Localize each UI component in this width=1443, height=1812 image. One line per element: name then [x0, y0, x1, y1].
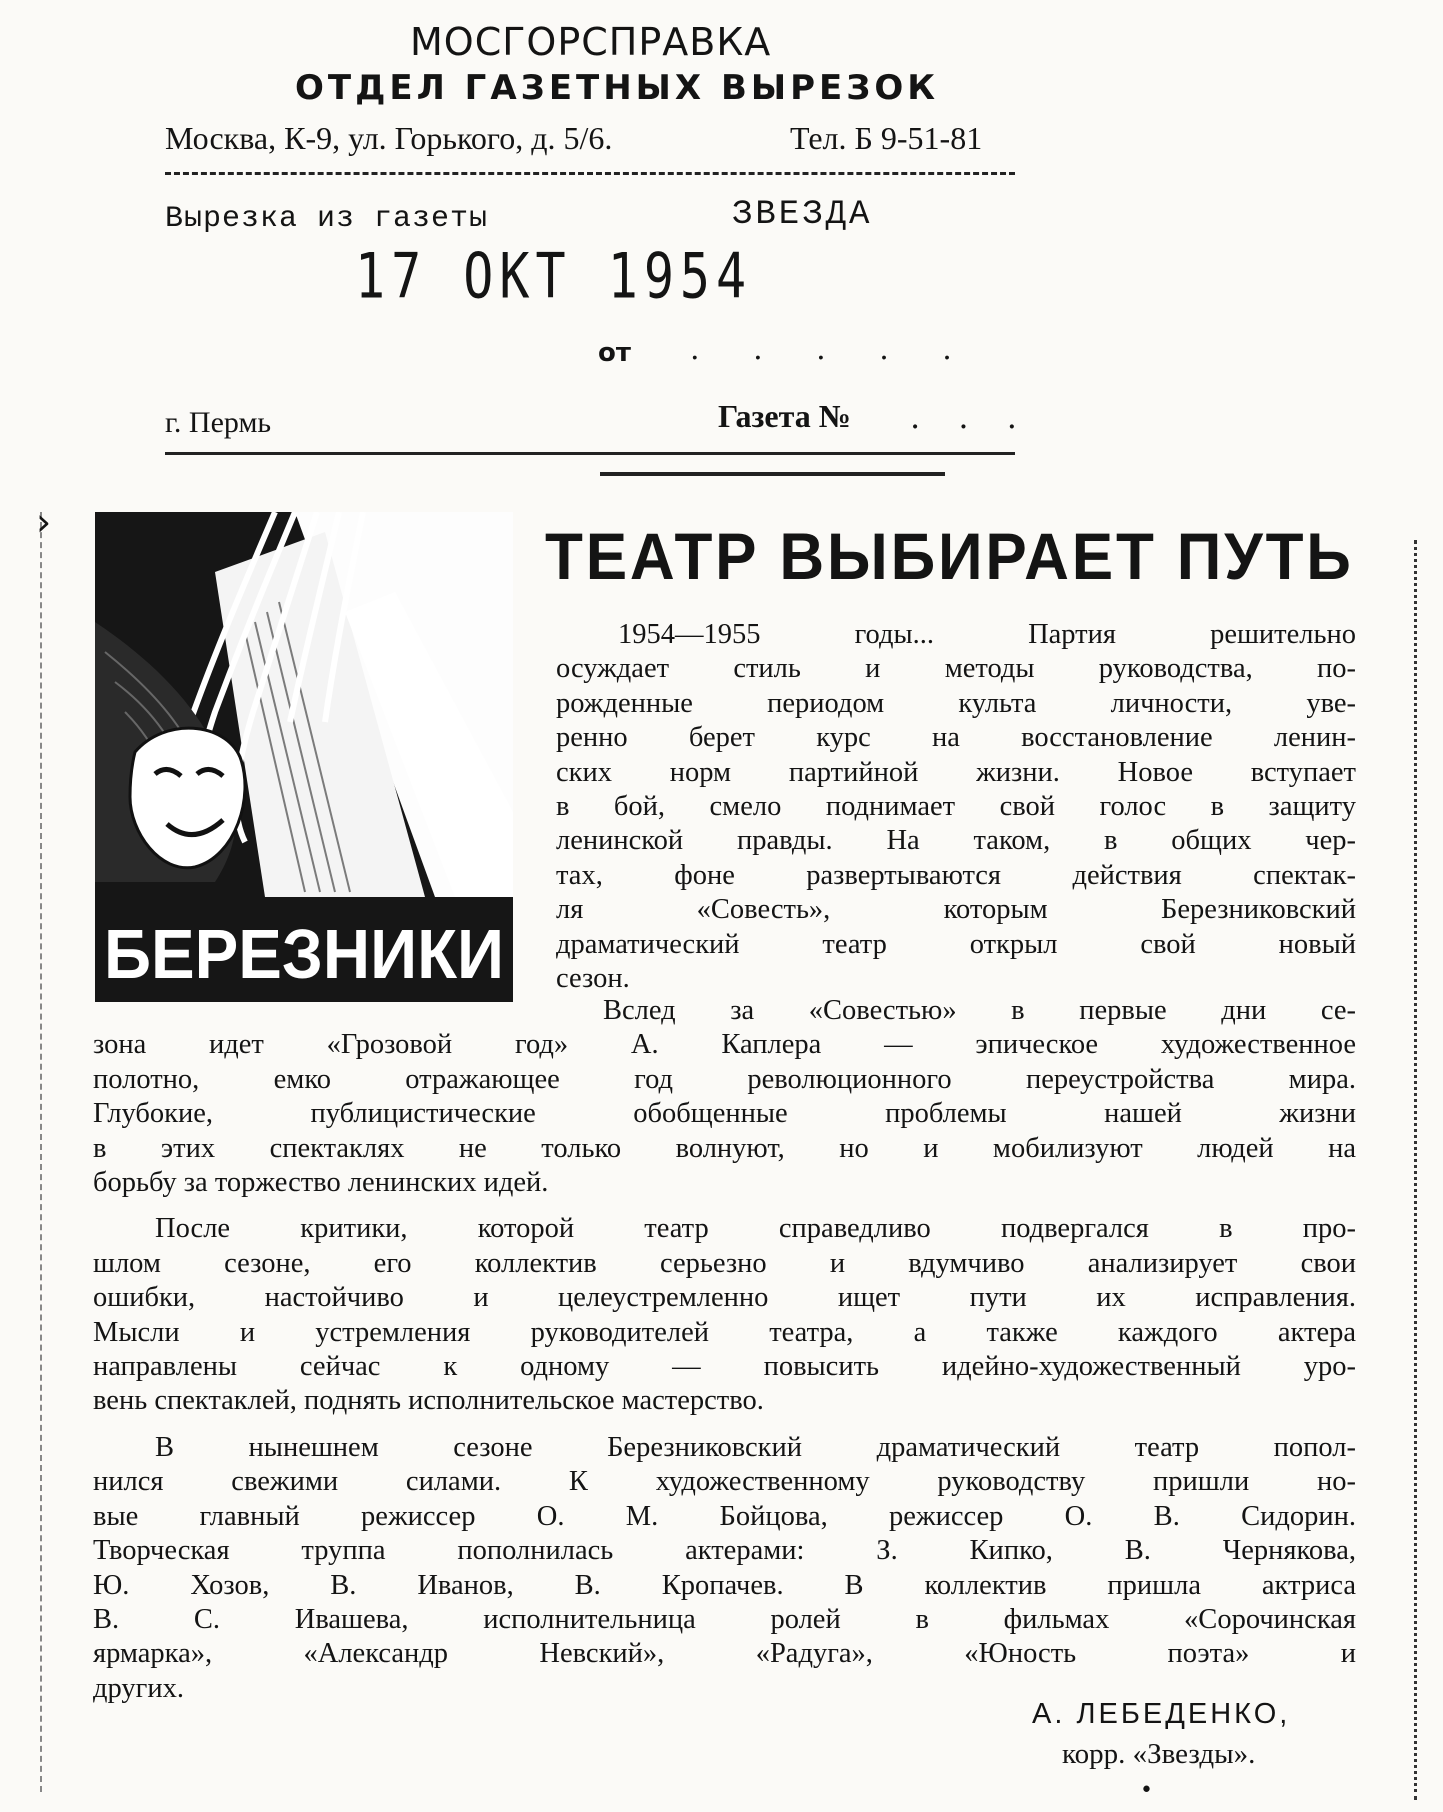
theatre-mask-curtain-icon	[95, 512, 513, 1002]
from-label: от	[598, 338, 631, 368]
city-label: г. Пермь	[165, 406, 272, 439]
article-line: ренно берет курс на восстановление ленин-	[556, 722, 1356, 754]
logo-text: БЕРЕЗНИКИ	[104, 915, 504, 993]
bottom-mark: •	[1140, 1778, 1153, 1803]
article-line: Творческая труппа пополнилась актерами: З. Кипко, В. Чернякова,	[93, 1535, 1356, 1567]
clipping-left-edge	[40, 512, 42, 1792]
author-role: корр. «Звезды».	[1062, 1738, 1256, 1770]
newspaper-name: ЗВЕЗДА	[732, 196, 873, 234]
paragraph-2	[93, 994, 1356, 1200]
article-line: полотно, емко отражающее год революционного переустройства мира.	[93, 1063, 1356, 1095]
article-line: Мысли и устремления руководителей театра, а также каждого актера	[93, 1316, 1356, 1348]
article-line: вень спектаклей, поднять исполнительское мастерство.	[93, 1385, 764, 1417]
article-line: вые главный режиссер О. М. Бойцова, режиссер О. В. Сидорин.	[93, 1500, 1356, 1532]
article-line: ошибки, настойчиво и целеустремленно ищет пути их исправления.	[93, 1282, 1356, 1314]
article-line: 1954—1955 годы... Партия решительно	[618, 619, 1356, 650]
article-line: В. С. Ивашева, исполнительница ролей в фильмах «Сорочинская	[93, 1603, 1356, 1635]
issue-label: Газета №	[718, 398, 851, 434]
agency-name: МОСГОРСПРАВКА	[410, 20, 772, 64]
article-line: рожденные периодом культа личности, уве-	[556, 687, 1356, 719]
author-name: А. ЛЕБЕДЕНКО,	[1032, 1698, 1291, 1730]
article-line: направлены сейчас к одному — повысить идейно-художественный уро-	[93, 1351, 1356, 1383]
article-line: осуждает стиль и методы руководства, по-	[556, 653, 1356, 685]
article-line: нился свежими силами. К художественному руководству пришли но-	[93, 1466, 1356, 1498]
article-line: других.	[93, 1672, 184, 1704]
article-line: драматический театр открыл свой новый	[556, 928, 1356, 960]
slip-short-rule	[600, 472, 945, 476]
article-line: В нынешнем сезоне Березниковский драматический театр попол-	[155, 1431, 1356, 1463]
clipping-right-edge	[1414, 540, 1417, 1800]
article-headline: ТЕАТР ВЫБИРАЕТ ПУТЬ	[545, 519, 1354, 593]
agency-phone: Тел. Б 9-51-81	[790, 120, 983, 156]
article-line: ленинской правды. На таком, в общих чер-	[556, 825, 1356, 857]
slip-bottom-rule	[165, 452, 1015, 455]
department-name: ОТДЕЛ ГАЗЕТНЫХ ВЫРЕЗОК	[295, 68, 940, 108]
paragraph-gap	[93, 1200, 1356, 1212]
paragraph-gap	[93, 1419, 1356, 1431]
from-blank: . . . . .	[690, 332, 974, 367]
article-line: борьбу за торжество ленинских идей.	[93, 1167, 549, 1199]
article-line: шлом сезоне, его коллектив серьезно и вдумчиво анализирует свои	[93, 1247, 1356, 1279]
article-line: ля «Совесть», которым Березниковский	[556, 894, 1356, 926]
article-line: ярмарка», «Александр Невский», «Радуга», «Юность поэта» и	[93, 1638, 1356, 1670]
article-line: Глубокие, публицистические обобщенные проблемы нашей жизни	[93, 1098, 1356, 1130]
article-paragraph-1	[556, 618, 1356, 996]
article-line: в бой, смело поднимает свой голос в защиту	[556, 791, 1356, 823]
article-line: в этих спектаклях не только волнуют, но и мобилизуют людей на	[93, 1132, 1356, 1164]
article-line: зона идет «Грозовой год» А. Каплера — эпическое художественное	[93, 1029, 1356, 1061]
header-divider	[165, 172, 1015, 175]
article-line: Вслед за «Совестью» в первые дни се-	[603, 995, 1356, 1026]
article-body-wide	[93, 994, 1356, 1706]
issue-blank: . . .	[910, 398, 1031, 436]
article-line: тах, фоне развертываются действия спектак-	[556, 859, 1356, 891]
paragraph-4	[93, 1431, 1356, 1706]
clipping-label: Вырезка из газеты	[165, 202, 489, 236]
article-line: Ю. Хозов, В. Иванов, В. Кропачев. В коллектив пришла актриса	[93, 1569, 1356, 1601]
article-line: После критики, которой театр справедливо подвергался в про-	[155, 1213, 1356, 1245]
article-line: ских норм партийной жизни. Новое вступает	[556, 756, 1356, 788]
date-stamp: 17 ОКТ 1954	[355, 240, 753, 313]
paragraph-1	[556, 618, 1356, 996]
paragraph-3	[93, 1212, 1356, 1418]
article-line: сезон.	[556, 963, 630, 995]
agency-address: Москва, К-9, ул. Горького, д. 5/6.	[165, 120, 613, 156]
edge-mark: ›	[36, 500, 52, 544]
